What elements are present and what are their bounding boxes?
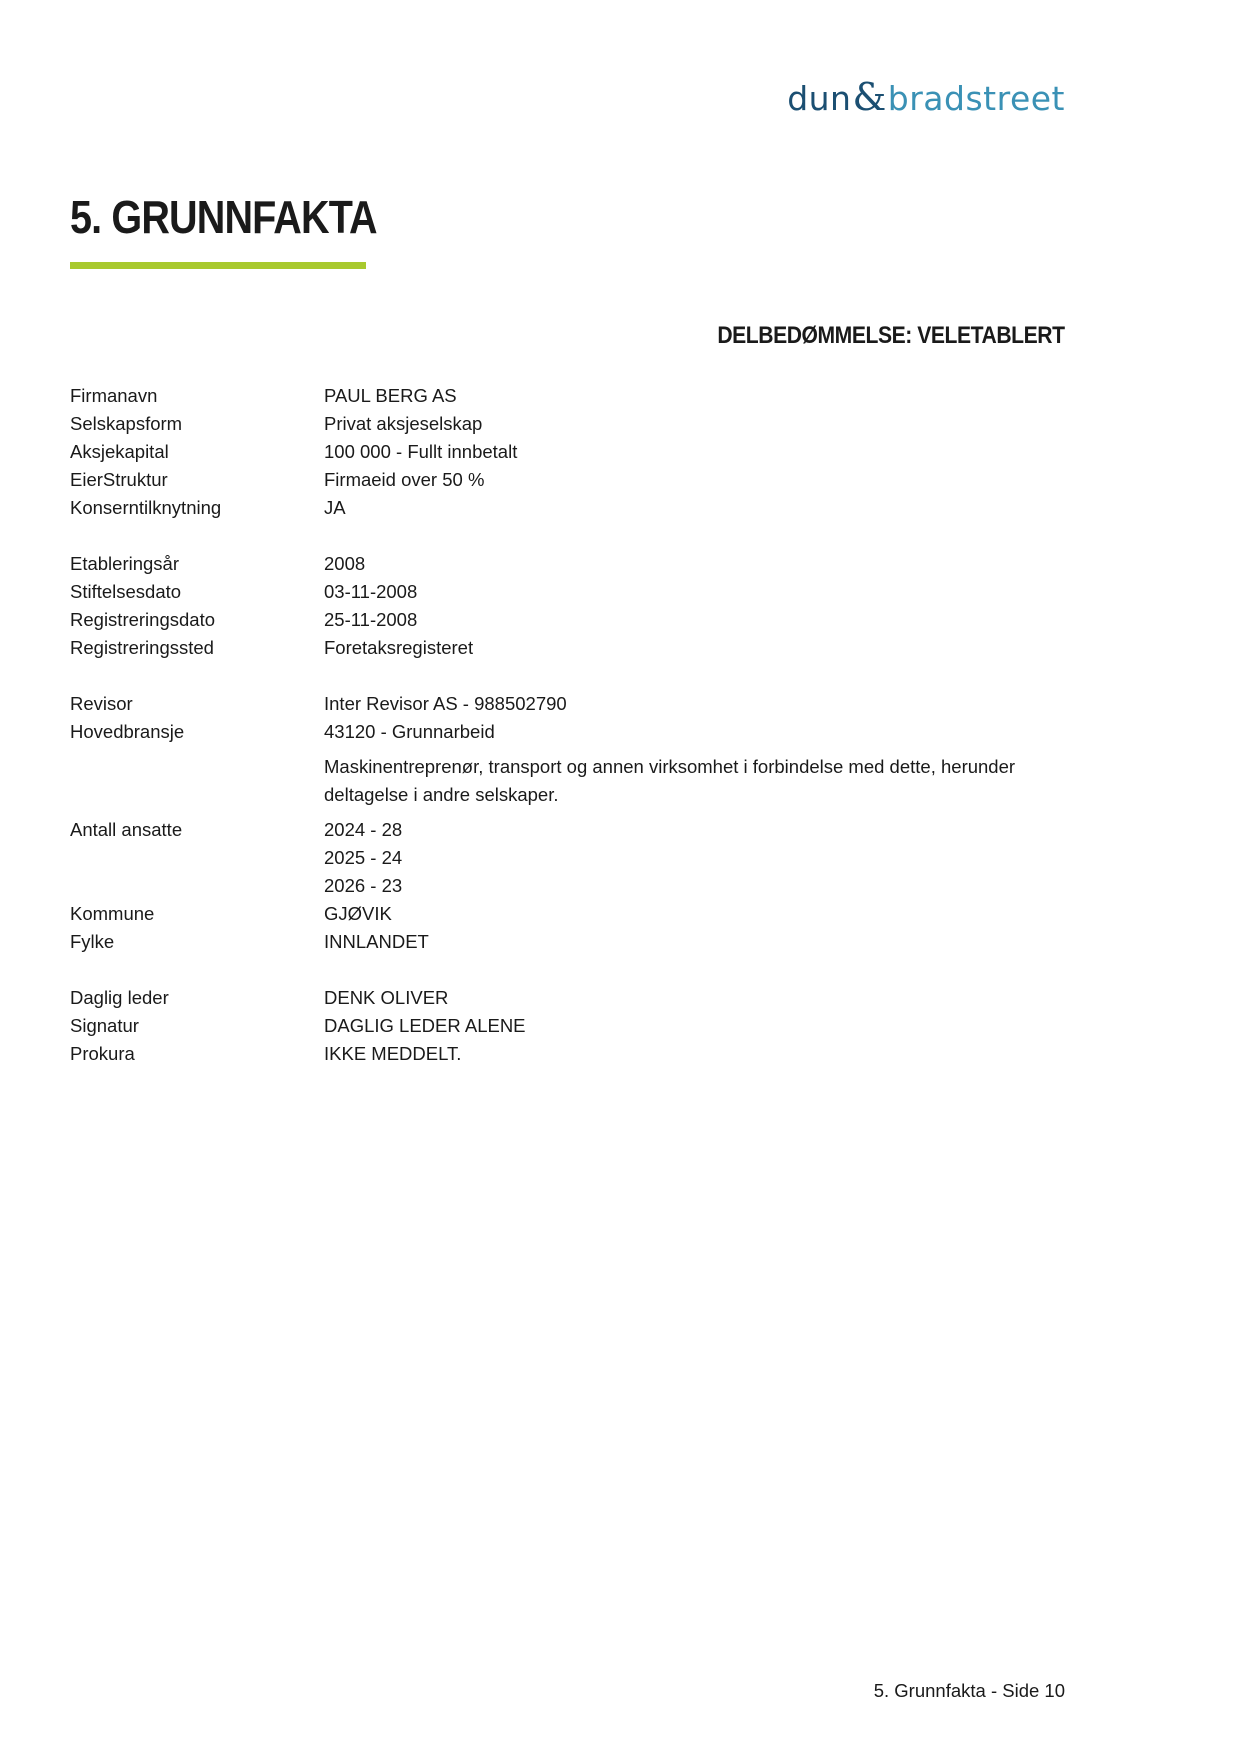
fact-label: Prokura	[70, 1043, 135, 1064]
fact-row	[70, 928, 1065, 956]
fact-row	[70, 550, 1065, 578]
fact-label: Selskapsform	[70, 413, 183, 434]
fact-value: Foretaksregisteret	[324, 637, 474, 658]
page-title: 5. GRUNNFAKTA	[70, 191, 377, 243]
fact-row-employees	[70, 844, 1065, 872]
fact-value: PAUL BERG AS	[324, 385, 457, 406]
title-underline	[70, 262, 366, 269]
fact-row	[70, 494, 1065, 522]
dun-bradstreet-logo	[787, 75, 1065, 119]
fact-label: Daglig leder	[70, 987, 169, 1008]
fact-label: EierStruktur	[70, 469, 168, 490]
fact-value: DAGLIG LEDER ALENE	[324, 1015, 526, 1036]
fact-value: Privat aksjeselskap	[324, 413, 483, 434]
fact-value: 43120 - Grunnarbeid	[324, 721, 495, 742]
section-spacer	[70, 956, 1065, 984]
logo-ampersand: &	[852, 75, 887, 119]
page-footer: 5. Grunnfakta - Side 10	[873, 1680, 1065, 1701]
fact-value: 03-11-2008	[324, 581, 418, 602]
fact-label: Firmanavn	[70, 385, 158, 406]
fact-label: Fylke	[70, 931, 115, 952]
fact-value: Firmaeid over 50 %	[324, 469, 485, 490]
fact-row	[70, 578, 1065, 606]
logo-part-dun: dun	[787, 79, 852, 118]
logo-part-bradstreet: bradstreet	[887, 79, 1065, 118]
fact-label-empty	[70, 844, 324, 872]
industry-description: Maskinentreprenør, transport og annen virksomhet i forbindelse med dette, herunder deltagelse i andre selskaper.	[324, 756, 1016, 805]
fact-row	[70, 382, 1065, 410]
fact-label: Konserntilknytning	[70, 497, 222, 518]
fact-value: INNLANDET	[324, 931, 429, 952]
fact-row	[70, 900, 1065, 928]
fact-row	[70, 1012, 1065, 1040]
fact-row	[70, 718, 1065, 746]
section-spacer	[70, 522, 1065, 550]
fact-value: Inter Revisor AS - 988502790	[324, 693, 567, 714]
fact-row	[70, 1040, 1065, 1068]
section-spacer	[70, 662, 1065, 690]
fact-label: Aksjekapital	[70, 441, 169, 462]
fact-value: JA	[324, 497, 346, 518]
fact-value: GJØVIK	[324, 903, 392, 924]
fact-label-empty	[70, 872, 324, 900]
fact-label: Signatur	[70, 1015, 139, 1036]
fact-row-employees	[70, 872, 1065, 900]
fact-value: 2024 - 28	[324, 819, 403, 840]
fact-value: 2008	[324, 553, 366, 574]
fact-row	[70, 410, 1065, 438]
fact-label: Antall ansatte	[70, 819, 183, 840]
fact-value: DENK OLIVER	[324, 987, 449, 1008]
fact-row	[70, 690, 1065, 718]
fact-row	[70, 984, 1065, 1012]
fact-label: Registreringssted	[70, 637, 214, 658]
fact-row-employees	[70, 816, 1065, 844]
fact-label: Revisor	[70, 693, 133, 714]
fact-value: 100 000 - Fullt innbetalt	[324, 441, 518, 462]
fact-value: 25-11-2008	[324, 609, 418, 630]
fact-row	[70, 438, 1065, 466]
fact-value: 2025 - 24	[324, 847, 403, 868]
fact-label: Registreringsdato	[70, 609, 215, 630]
fact-label: Stiftelsesdato	[70, 581, 182, 602]
fact-label: Kommune	[70, 903, 155, 924]
fact-label: Hovedbransje	[70, 721, 185, 742]
fact-label: Etableringsår	[70, 553, 180, 574]
sub-rating: DELBEDØMMELSE: VELETABLERT	[717, 322, 1065, 349]
fact-row	[70, 634, 1065, 662]
fact-value: 2026 - 23	[324, 875, 403, 896]
fact-row	[70, 466, 1065, 494]
fact-value: IKKE MEDDELT.	[324, 1043, 462, 1064]
fact-row	[70, 606, 1065, 634]
facts-list	[70, 382, 1065, 1068]
